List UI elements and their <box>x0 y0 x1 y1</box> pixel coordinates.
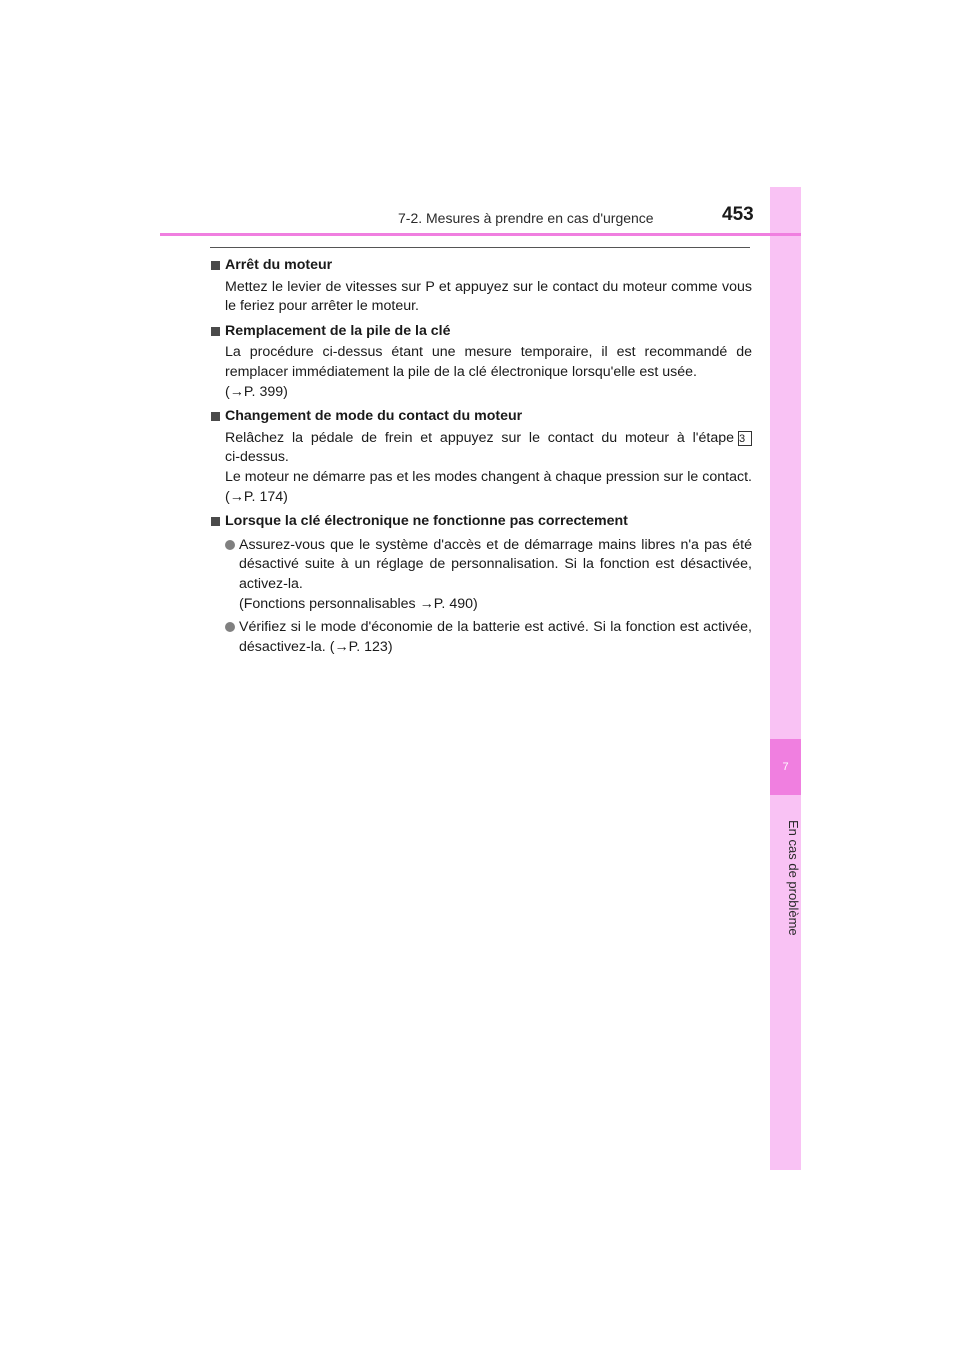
header-section-title: 7-2. Mesures à prendre en cas d'urgence <box>398 210 654 226</box>
list-item: Assurez-vous que le système d'accès et de démarrage mains libres n'a pas été désactivé suite à un réglage de personnalisation. Si la fonction est désactivée, activez-la. (Fonctions personnalisables →P. 490) <box>210 536 752 614</box>
page-reference[interactable]: (→P. 123) <box>329 638 393 655</box>
section-title: Remplacement de la pile de la clé <box>210 322 752 342</box>
arrow-right-icon: → <box>334 638 349 655</box>
section-title: Lorsque la clé électronique ne fonctionne pas correctement <box>210 512 752 532</box>
chapter-number-badge: 7 <box>770 739 801 795</box>
chapter-label: En cas de problème <box>786 820 801 936</box>
page-number: 453 <box>722 204 754 225</box>
square-bullet-icon <box>211 412 220 421</box>
square-bullet-icon <box>211 327 220 336</box>
section-engine-stop <box>210 256 752 317</box>
section-text: Mettez le levier de vitesses sur P et appuyez sur le contact du moteur comme vous le feriez pour arrêter le moteur. <box>225 278 752 315</box>
arrow-right-icon: → <box>229 488 244 505</box>
round-bullet-icon <box>225 540 235 550</box>
section-text: Relâchez la pédale de frein et appuyez sur le contact du moteur à l'étape 3 ci-dessus. Le moteur ne démarre pas et les modes changent à chaque pression sur le contact.(→P. 174) <box>225 429 752 505</box>
step-number-box: 3 <box>738 431 752 446</box>
section-key-battery <box>210 322 752 402</box>
section-smart-key-fault <box>210 512 752 657</box>
chapter-side-tab <box>770 187 801 1170</box>
header-divider <box>160 233 801 236</box>
arrow-right-icon: → <box>419 595 434 612</box>
square-bullet-icon <box>211 517 220 526</box>
list-item: Vérifiez si le mode d'économie de la batterie est activé. Si la fonction est activée, désactivez-la. (→P. 123) <box>210 618 752 657</box>
content-top-rule <box>210 247 750 248</box>
round-bullet-icon <box>225 622 235 632</box>
section-text: La procédure ci-dessus étant une mesure temporaire, il est recommandé de remplacer immédiatement la pile de la clé électronique lorsqu'elle est usée. (→P. 399) <box>225 344 752 400</box>
page-content <box>210 256 752 662</box>
section-title: Arrêt du moteur <box>210 256 752 276</box>
arrow-right-icon: → <box>229 383 244 400</box>
section-contact-mode <box>210 407 752 507</box>
page-reference[interactable]: (→P. 174) <box>225 488 288 505</box>
page-reference[interactable]: →P. 490 <box>419 595 473 612</box>
section-title: Changement de mode du contact du moteur <box>210 407 752 427</box>
square-bullet-icon <box>211 261 220 270</box>
page-reference[interactable]: (→P. 399) <box>225 383 288 400</box>
